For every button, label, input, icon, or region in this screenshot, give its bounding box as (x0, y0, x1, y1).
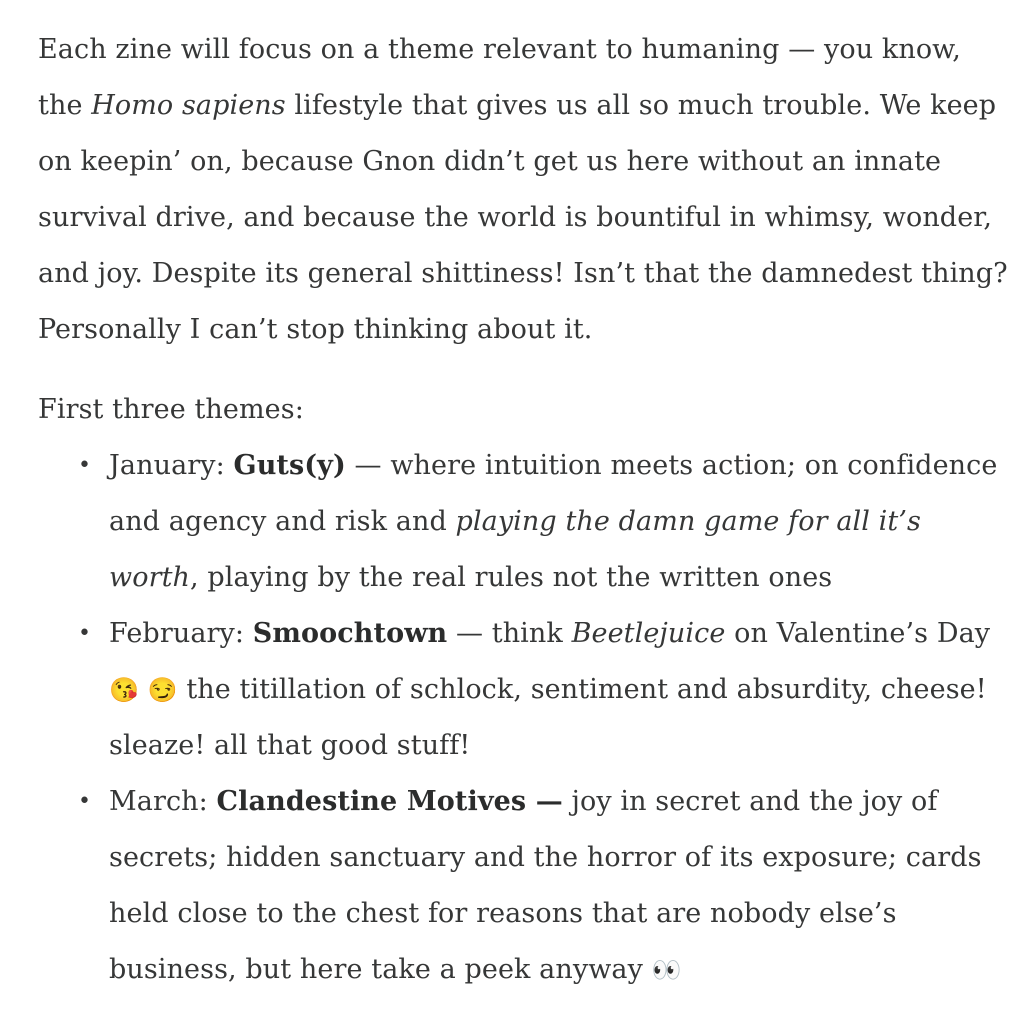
theme-item-january (38, 438, 1013, 606)
bullet-icon: • (78, 453, 92, 478)
intro-paragraph (38, 22, 1013, 358)
intro-italic-term: Homo sapiens (91, 90, 286, 121)
theme-month: January: (109, 450, 234, 481)
bullet-icon: • (78, 621, 92, 646)
eyes-icon: 👀 (651, 956, 682, 984)
theme-description: — where intuition meets action; on confidence and agency and risk and (109, 450, 998, 537)
theme-italic-phrase: Beetlejuice (571, 618, 726, 649)
theme-title: Guts(y) (233, 450, 346, 481)
theme-month: March: (109, 786, 217, 817)
theme-description-end: the titillation of schlock, sentiment and absurdity, cheese! sleaze! all that good stuff! (109, 674, 987, 761)
smirking-face-icon: 😏 (147, 676, 178, 704)
intro-text-1: Each zine will focus on a theme relevant to humaning — you know, the (38, 34, 961, 121)
theme-item-february (38, 606, 1013, 774)
theme-description-end: , playing by the real rules not the written ones (190, 562, 833, 593)
themes-heading: First three themes: (38, 394, 304, 425)
theme-description-mid: on Valentine’s Day (725, 618, 991, 649)
theme-description: — think (447, 618, 572, 649)
theme-item-march (38, 774, 1013, 998)
theme-month: February: (109, 618, 253, 649)
bullet-icon: • (78, 789, 92, 814)
theme-italic-phrase: playing the damn game for all it’s worth (109, 506, 921, 593)
kissing-face-icon: 😘 (109, 676, 139, 704)
themes-list (38, 438, 1013, 998)
article-body (38, 22, 1013, 998)
theme-title: Smoochtown (252, 618, 448, 649)
intro-text-2: lifestyle that gives us all so much trouble. We keep on keepin’ on, because Gnon didn’t get us here without an innate survival drive, and because the world is bountiful in whimsy, wonder, and joy. Despite its general shittiness! Isn’t that the damnedest thing? Personally I can’t stop thinking about it. (38, 90, 1008, 345)
theme-description: joy in secret and the joy of secrets; hidden sanctuary and the horror of its exposure; cards held close to the chest for reasons that are nobody else’s business, but here take a peek anyway (109, 786, 982, 985)
theme-title: Clandestine Motives — (216, 786, 563, 817)
